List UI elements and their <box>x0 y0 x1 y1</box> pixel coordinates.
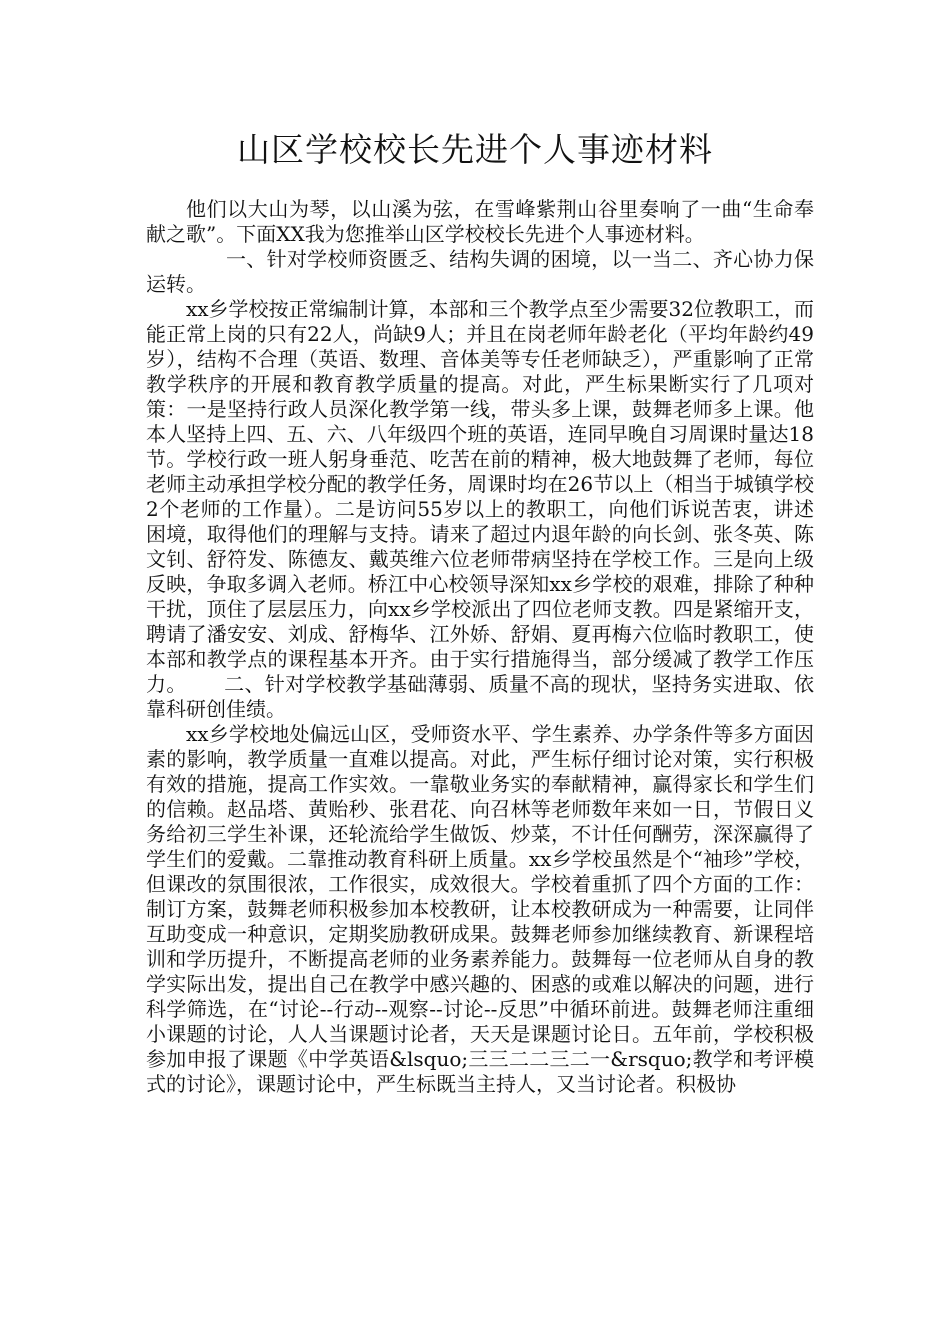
paragraph-section-one-heading: 一、针对学校师资匮乏、结构失调的困境，以一当二、齐心协力保运转。 <box>146 247 814 296</box>
document-title: 山区学校校长先进个人事迹材料 <box>237 130 713 169</box>
paragraph-teaching-research: xx乡学校地处偏远山区，受师资水平、学生素养、办学条件等多方面因素的影响，教学质量一直难以提高。对此，严生标仔细讨论对策，实行积极有效的措施，提高工作实效。一靠敬业务实的奉献精神，赢得家长和学生们的信赖。赵品塔、黄贻秒、张君花、向召林等老师数年来如一日，节假日义务给初三学生补课，还轮流给学生做饭、炒菜，不计任何酬劳，深深赢得了学生们的爱戴。二靠推动教育科研上质量。xx乡学校虽然是个“袖珍”学校，但课改的氛围很浓，工作很实，成效很大。学校着重抓了四个方面的工作：制订方案，鼓舞老师积极参加本校教研，让本校教研成为一种需要，让同伴互助变成一种意识，定期奖励教研成果。鼓舞老师参加继续教育、新课程培训和学历提升，不断提高老师的业务素养能力。鼓舞每一位老师从自身的教学实际出发，提出自己在教学中感兴趣的、困惑的或难以解决的问题，进行科学筛选，在“讨论--行动--观察--讨论--反思”中循环前进。鼓舞老师注重细小课题的讨论，人人当课题讨论者，天天是课题讨论日。五年前，学校积极参加申报了课题《中学英语&lsquo;三三二二三二一&rsquo;教学和考评模式的讨论》，课题讨论中，严生标既当主持人，又当讨论者。积极协 <box>146 722 814 1096</box>
document-body <box>146 197 814 1097</box>
paragraph-intro: 他们以大山为琴，以山溪为弦，在雪峰紫荆山谷里奏响了一曲“生命奉献之歌”。下面XX我为您推举山区学校校长先进个人事迹材料。 <box>146 197 814 246</box>
paragraph-staffing-measures: xx乡学校按正常编制计算，本部和三个教学点至少需要32位教职工，而能正常上岗的只有22人，尚缺9人；并且在岗老师年龄老化（平均年龄约49岁），结构不合理（英语、数理、音体美等专任老师缺乏），严重影响了正常教学秩序的开展和教育教学质量的提高。对此，严生标果断实行了几项对策：一是坚持行政人员深化教学第一线，带头多上课，鼓舞老师多上课。他本人坚持上四、五、六、八年级四个班的英语，连同早晚自习周课时量达18节。学校行政一班人躬身垂范、吃苦在前的精神，极大地鼓舞了老师，每位老师主动承担学校分配的教学任务，周课时均在26节以上（相当于城镇学校2个老师的工作量）。二是访问55岁以上的教职工，向他们诉说苦衷，讲述困境，取得他们的理解与支持。请来了超过内退年龄的向长剑、张冬英、陈文钊、舒符发、陈德友、戴英维六位老师带病坚持在学校工作。三是向上级反映，争取多调入老师。桥江中心校领导深知xx乡学校的艰难，排除了种种干扰，顶住了层层压力，向xx乡学校派出了四位老师支教。四是紧缩开支，聘请了潘安安、刘成、舒梅华、江外娇、舒娟、夏再梅六位临时教职工，使本部和教学点的课程基本开齐。由于实行措施得当，部分缓减了教学工作压力。 二、针对学校教学基础薄弱、质量不高的现状，坚持务实进取、依靠科研创佳绩。 <box>146 297 815 721</box>
